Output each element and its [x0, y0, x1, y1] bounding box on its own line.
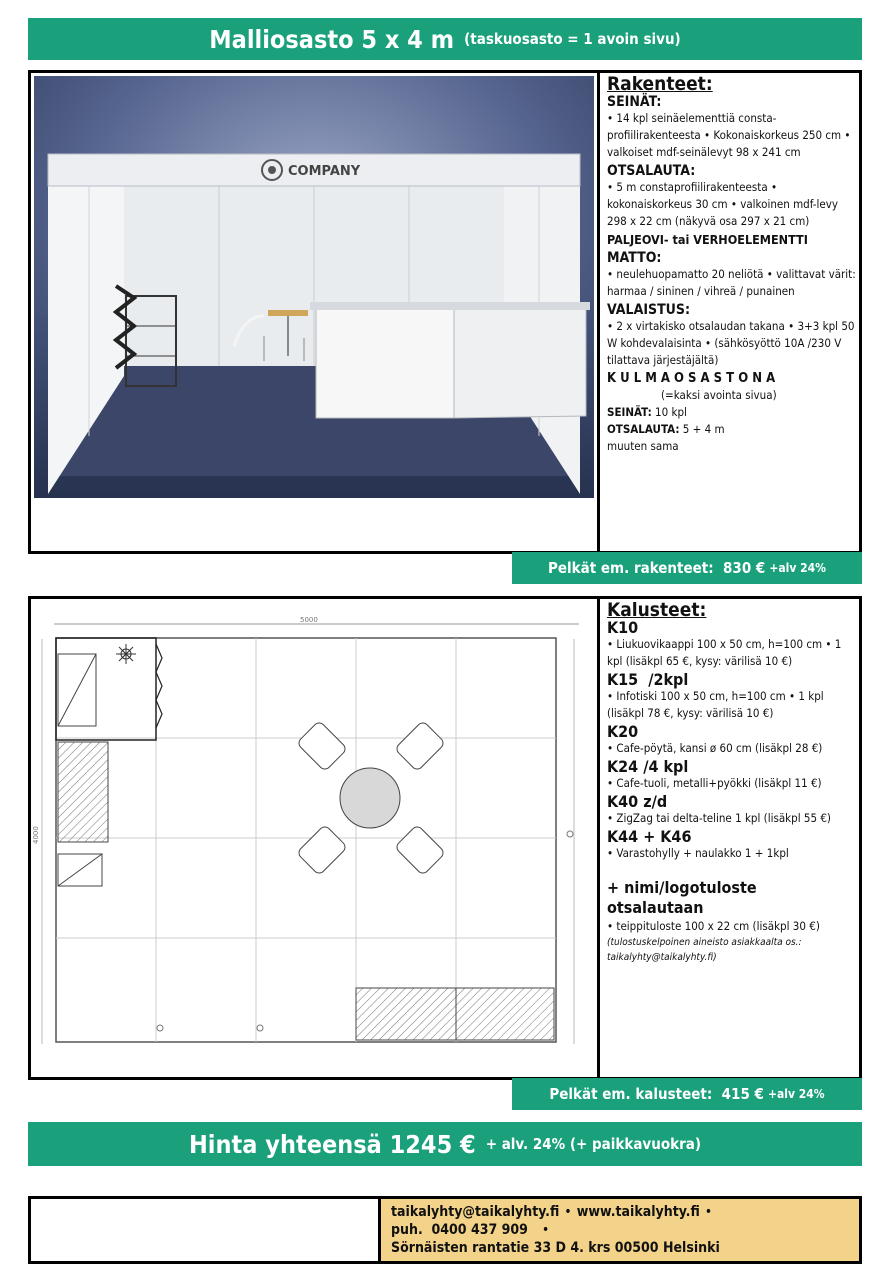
- booth-render-image: [34, 76, 594, 498]
- furniture-price-amount: 415 €: [721, 1085, 764, 1103]
- page-title: Malliosasto 5 x 4 m: [209, 24, 455, 54]
- cafe-chair: [395, 825, 446, 876]
- lighting-text: • 2 x virtakisko otsalaudan takana • 3+3 kpl 50 W kohdevalaisinta • (sähkösyöttö 10A /230 V tilattava järjestäjältä): [607, 319, 855, 367]
- company-logo-dot: [268, 166, 276, 174]
- corner-subtitle: (=kaksi avointa sivua): [661, 388, 777, 402]
- curtain-title: PALJEOVI- tai VERHOELEMENTTI: [607, 232, 808, 247]
- page-subtitle: (taskuosasto = 1 avoin sivu): [464, 30, 681, 48]
- furniture-code: K24 /4 kpl: [607, 757, 689, 776]
- dimension-height-label: 4000: [32, 826, 40, 844]
- separator-dot: •: [704, 1204, 713, 1220]
- structures-price-amount: 830 €: [723, 559, 766, 577]
- page-title-band: [28, 18, 862, 60]
- corner-rest: muuten sama: [607, 439, 679, 453]
- floorplan-drawing: [34, 604, 594, 1074]
- furniture-text: • Cafe-pöytä, kansi ø 60 cm (lisäkpl 28 €): [607, 741, 823, 755]
- fascia-text: • 5 m constaprofiilirakenteesta • kokonaiskorkeus 30 cm • valkoinen mdf-levy 298 x 22 cm (näkyvä osa 297 x 21 cm): [607, 180, 838, 228]
- sliding-door-cabinet: [58, 742, 108, 842]
- furniture-code: K10: [607, 618, 639, 637]
- info-desk-plan: [456, 988, 554, 1040]
- furniture-text: • Varastohylly + naulakko 1 + 1kpl: [607, 846, 789, 860]
- corner-fascia-value: 5 + 4 m: [682, 422, 725, 436]
- curtain-element: [156, 644, 162, 728]
- booth-render-svg: [34, 76, 594, 498]
- company-sign: COMPANY: [288, 164, 361, 179]
- contact-phone: puh. 0400 437 909: [391, 1222, 528, 1238]
- structures-price-band: [512, 552, 862, 584]
- total-price-label: Hinta yhteensä 1245 €: [188, 1129, 476, 1159]
- structures-price-vat: +alv 24%: [769, 561, 826, 575]
- cafe-chair: [395, 721, 446, 772]
- separator-dot: •: [564, 1204, 572, 1220]
- total-price-vat: + alv. 24% (+ paikkavuokra): [485, 1135, 702, 1153]
- furniture-code: K20: [607, 722, 639, 741]
- contact-web[interactable]: www.taikalyhty.fi: [576, 1204, 700, 1220]
- cafe-chair: [297, 721, 348, 772]
- dimension-width-label: 5000: [300, 616, 318, 624]
- marker: [567, 831, 573, 837]
- booth-info-desk: [316, 308, 454, 418]
- marker: [257, 1025, 263, 1031]
- corner-fascia-label: OTSALAUTA:: [607, 422, 680, 436]
- spotlight-icon: [116, 644, 136, 664]
- booth-info-desk: [454, 308, 586, 418]
- separator-dot: •: [541, 1222, 550, 1238]
- furniture-text: • ZigZag tai delta-teline 1 kpl (lisäkpl 55 €): [607, 811, 831, 825]
- logo-text: • teippituloste 100 x 22 cm (lisäkpl 30 €): [607, 919, 820, 933]
- furniture-price-label: Pelkät em. kalusteet:: [549, 1085, 713, 1103]
- furniture-divider: [597, 596, 600, 1080]
- contact-address: Sörnäisten rantatie 33 D 4. krs 00500 Helsinki: [391, 1240, 720, 1256]
- structures-panel: [607, 73, 857, 550]
- fascia-title: OTSALAUTA:: [607, 163, 696, 179]
- structures-heading: Rakenteet:: [607, 73, 713, 95]
- furniture-text: • Cafe-tuoli, metalli+pyökki (lisäkpl 11 €): [607, 776, 822, 790]
- total-price-band: [28, 1122, 862, 1166]
- furniture-price-band: [512, 1078, 862, 1110]
- walls-text: • 14 kpl seinäelementtiä consta-profiilirakenteesta • Kokonaiskorkeus 250 cm • valkoiset mdf-seinälevyt 98 x 241 cm: [607, 111, 851, 159]
- marker: [157, 1025, 163, 1031]
- booth-outline: [56, 638, 556, 1042]
- corner-title: K U L M A O S A S T O N A: [607, 371, 776, 386]
- floorplan-svg: [34, 604, 594, 1074]
- storage-shelf-diagonal: [58, 654, 96, 726]
- furniture-panel: [607, 599, 857, 1076]
- corner-walls-value: 10 kpl: [655, 405, 687, 419]
- logo-title: + nimi/logotuloste otsalautaan: [607, 878, 757, 917]
- cafe-table: [340, 768, 400, 828]
- furniture-price-vat: +alv 24%: [767, 1087, 825, 1101]
- carpet-text: • neulehuopamatto 20 neliötä • valittavat värit: harmaa / sininen / vihreä / punainen: [607, 267, 856, 298]
- logo-note: (tulostuskelpoinen aineisto asiakkaalta os.: taikalyhty@taikalyhty.fi): [607, 937, 802, 963]
- walls-title: SEINÄT:: [607, 94, 662, 110]
- furniture-code: K44 + K46: [607, 827, 692, 846]
- desk-top: [310, 302, 590, 310]
- furniture-text: • Infotiski 100 x 50 cm, h=100 cm • 1 kpl (lisäkpl 78 €, kysy: värilisä 10 €): [607, 689, 824, 720]
- structures-divider: [597, 70, 600, 554]
- cafe-chair: [297, 825, 348, 876]
- furniture-code: K40 z/d: [607, 792, 668, 811]
- carpet-title: MATTO:: [607, 250, 662, 266]
- furniture-heading: Kalusteet:: [607, 599, 707, 621]
- lighting-title: VALAISTUS:: [607, 302, 691, 318]
- contact-email[interactable]: taikalyhty@taikalyhty.fi: [391, 1204, 560, 1220]
- info-desk-plan: [356, 988, 456, 1040]
- zigzag-diagonal: [58, 854, 102, 886]
- furniture-text: • Liukuovikaappi 100 x 50 cm, h=100 cm • 1 kpl (lisäkpl 65 €, kysy: värilisä 10 €): [607, 637, 842, 668]
- structures-price-label: Pelkät em. rakenteet:: [548, 559, 714, 577]
- booth-cafe-table: [268, 310, 308, 316]
- contact-box: [381, 1199, 859, 1261]
- furniture-code: K15 /2kpl: [607, 670, 689, 689]
- storage-room: [56, 638, 156, 740]
- corner-walls-label: SEINÄT:: [607, 405, 652, 419]
